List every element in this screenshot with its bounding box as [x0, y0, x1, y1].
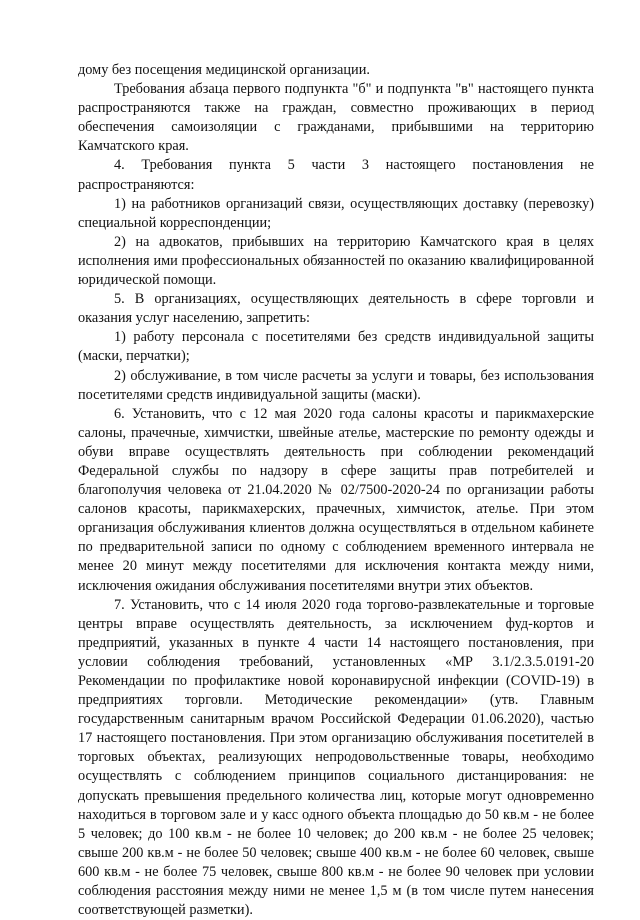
paragraph-item-6: 6. Установить, что с 12 мая 2020 года салоны красоты и парикмахерские салоны, прачечные, химчистки, швейные ателье, мастерские по ремонту одежды и обуви вправе осуществлять деятельность при соблюдении рекомендаций Федеральной службы по надзору в сфере защиты прав потребителей и благополучия человека от 21.04.2020 № 02/7500-2020-24 по организации работы салонов красоты, парикмахерских, прачечных, химчисток, ателье. При этом организация обслуживания клиентов должна осуществляться в отдельном кабинете по предварительной записи по одному с соблюдением временного интервала не менее 20 минут между посетителями для исключения контакта между ними, исключения ожидания обслуживания посетителями внутри этих объектов.	[78, 405, 594, 594]
document-body	[78, 61, 594, 920]
paragraph-item-7: 7. Установить, что с 14 июля 2020 года торгово-развлекательные и торговые центры вправе осуществлять деятельность, за исключением фуд-кортов и предприятий, указанных в пункте 4 части 14 настоящего постановления, при условии соблюдения требований, установленных «МР 3.1/2.3.5.0191-20 Рекомендации по профилактике новой коронавирусной инфекции (COVID-19) в предприятиях торговли. Методические рекомендации» (утв. Главным государственным санитарным врачом Российской Федерации 01.06.2020), частью 17 настоящего постановления. При этом организацию обслуживания посетителей в торговых объектах, реализующих непродовольственные товары, необходимо осуществлять с соблюдением принципов социального дистанцирования: не допускать превышения предельного количества лиц, которые могут одновременно находиться в торговом зале и у касс одного объекта площадью до 50 кв.м - не более 5 человек; до 100 кв.м - не более 10 человек; до 200 кв.м - не более 25 человек; свыше 200 кв.м - не более 50 человек; свыше 400 кв.м - не более 60 человек, свыше 600 кв.м - не более 75 человек, свыше 800 кв.м - не более 90 человек при условии соблюдения расстояния между ними не менее 1,5 м (в том числе путем нанесения соответствующей разметки).	[78, 596, 594, 919]
paragraph-continuation: дому без посещения медицинской организации.	[78, 62, 370, 78]
paragraph-item-4-sub-1: 1) на работников организаций связи, осуществляющих доставку (перевозку) специальной корреспонденции;	[78, 195, 594, 231]
paragraph-item-4: 4. Требования пункта 5 части 3 настоящего постановления не распространяются:	[78, 157, 594, 193]
paragraph-item-5: 5. В организациях, осуществляющих деятельность в сфере торговли и оказания услуг населению, запретить:	[78, 291, 594, 327]
paragraph-item-5-sub-2: 2) обслуживание, в том числе расчеты за услуги и товары, без использования посетителями средств индивидуальной защиты (маски).	[78, 367, 594, 403]
paragraph-item-5-sub-1: 1) работу персонала с посетителями без средств индивидуальной защиты (маски, перчатки);	[78, 329, 594, 365]
paragraph-self-isolation-requirements: Требования абзаца первого подпункта "б" и подпункта "в" настоящего пункта распространяются также на граждан, совместно проживающих в период обеспечения самоизоляции с гражданами, прибывшими на территорию Камчатского края.	[78, 81, 594, 155]
paragraph-item-4-sub-2: 2) на адвокатов, прибывших на территорию Камчатского края в целях исполнения ими профессиональных обязанностей по оказанию квалифицированной юридической помощи.	[78, 233, 594, 289]
